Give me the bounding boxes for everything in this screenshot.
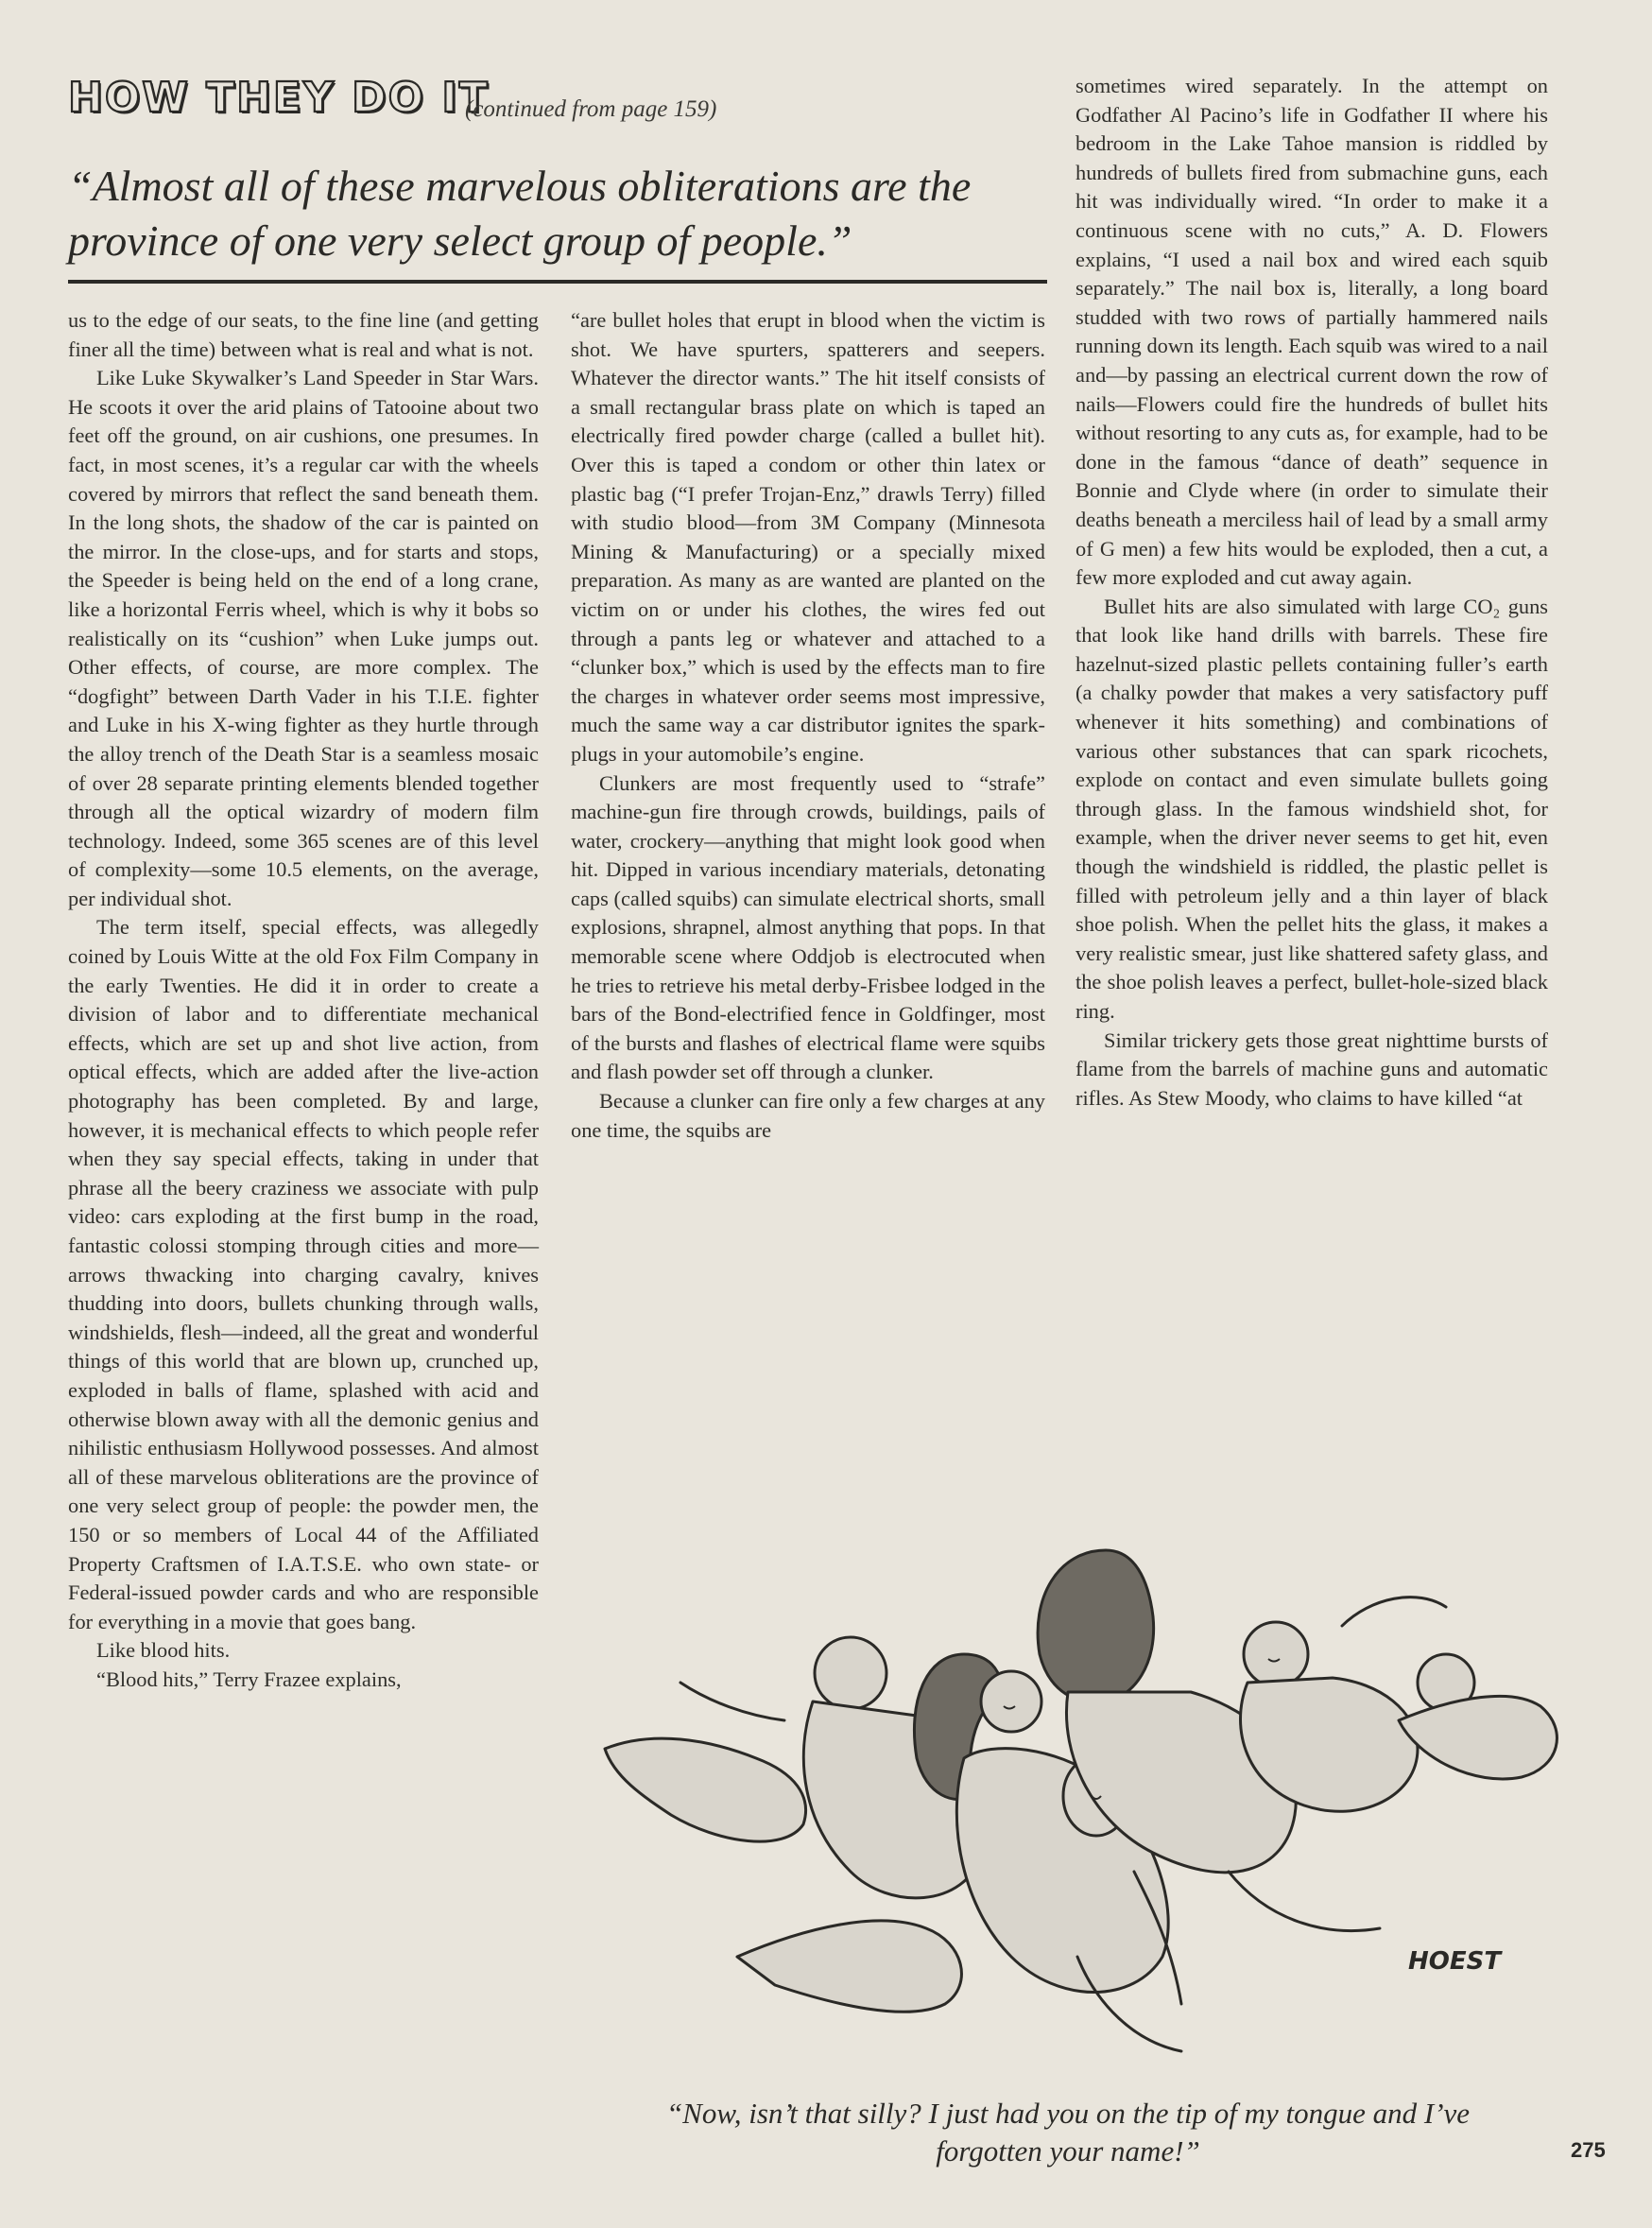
figure-arm bbox=[680, 1683, 784, 1720]
cartoon-drawing bbox=[567, 1512, 1588, 2080]
page-header bbox=[68, 74, 1043, 130]
paragraph: Clunkers are most frequently used to “strafe” machine-gun fire through crowds, buildings, pails of water, crockery—anything that might look good when hit. Dipped in various incendiary materials, detonating caps (called squibs) can simulate electrical shorts, small explosions, shrapnel, almost anything that pops. In that memorable scene where Oddjob is electrocuted when he tries to retrieve his metal derby-Frisbee lodged in the bars of the Bond-electrified fence in Goldfinger, most of the bursts and flashes of electrical flame were squibs and flash powder set off through a clunker. bbox=[571, 770, 1045, 1084]
text-column-3 bbox=[1076, 72, 1548, 1113]
figure-body bbox=[1399, 1696, 1557, 1779]
text-column-2 bbox=[571, 306, 1045, 1145]
paragraph: “are bullet holes that erupt in blood when the victim is shot. We have spurters, spatterers and seepers. Whatever the director wants.” The hit itself consists of a small rectangular brass plate on which is taped an electrically fired powder charge (called a bullet hit). Over this is taped a condom or other thin latex or plastic bag (“I prefer Trojan-Enz,” drawls Terry) filled with studio blood—from 3M Company (Minnesota Mining & Manufacturing) or a specially mixed preparation. As many as are wanted are planted on the victim on or under his clothes, the wires fed out through a pants leg or whatever and attached to a “clunker box,” which is used by the effects man to fire the charges in whatever order seems most impressive, much the same way a car distributor ignites the spark-plugs in your automobile’s engine. bbox=[571, 308, 1045, 766]
page-number: 275 bbox=[1571, 2138, 1606, 2162]
text-column-1 bbox=[68, 306, 539, 1695]
continued-note: (continued from page 159) bbox=[465, 96, 717, 122]
divider-rule bbox=[68, 280, 1047, 284]
paragraph: Bullet hits are also simulated with large CO₂ guns that look like hand drills with barrels. These fire hazelnut-sized plastic pellets containing fuller’s earth (a chalky powder that makes a very satisfactory puff whenever it hits something) and combinations of various other substances that can spark ricochets, explode on contact and even simulate bullets going through glass. In the famous windshield shot, for example, when the driver never seems to get hit, even though the windshield is riddled, the plastic pellet is filled with petroleum jelly and a thin layer of black shoe polish. When the pellet hits the glass, it makes a very realistic smear, just like shattered safety glass, and the shoe polish leaves a perfect, bullet-hole-sized black ring. bbox=[1076, 594, 1548, 1023]
paragraph: us to the edge of our seats, to the fine line (and getting finer all the time) between what is real and what is not. bbox=[68, 308, 539, 361]
paragraph: sometimes wired separately. In the attempt on Godfather Al Pacino’s life in Godfather II where his bedroom in the Lake Tahoe mansion is riddled by hundreds of bullets fired from submachine guns, each hit was individually wired. “In order to make it a continuous scene with no cuts,” A. D. Flowers explains, “I used a nail box and wired each squib separately.” The nail box is, literally, a long board studded with two rows of partially hammered nails running down its length. Each squib was wired to a nail and—by passing an electrical current down the row of nails—Flowers could fire the hundreds of bullet hits without resorting to any cuts as, for example, had to be done in the famous “dance of death” sequence in Bonnie and Clyde where (in order to simulate their deaths beneath a merciless hail of lead by a small army of G men) a few hits would be exploded, then a cut, a few more exploded and cut away again. bbox=[1076, 74, 1548, 590]
artist-signature: HOEST bbox=[1408, 1947, 1502, 1976]
figure-leg bbox=[1229, 1872, 1380, 1931]
figure-arm bbox=[1342, 1598, 1446, 1626]
section-title: HOW THEY DO IT bbox=[68, 74, 490, 122]
paragraph: Similar trickery gets those great nighttime bursts of flame from the barrels of machine guns and automatic rifles. As Stew Moody, who claims to have killed “at bbox=[1076, 1028, 1548, 1110]
paragraph: Because a clunker can fire only a few charges at any one time, the squibs are bbox=[571, 1089, 1045, 1142]
paragraph: The term itself, special effects, was allegedly coined by Louis Witte at the old Fox Film Company in the early Twenties. He did it in order to create a division of labor and to differentiate mechanical effects, which are set up and shot live action, from optical effects, which are added after the live-action photography has been completed. By and large, however, it is mechanical effects to which people refer when they say special effects, taking in under that phrase all the beery craziness we associate with pulp video: cars exploding at the first bump in the road, fantastic colossi stomping through cities and more—arrows thwacking into charging cavalry, knives thudding into doors, bullets chunking through walls, windshields, flesh—indeed, all the great and wonderful things of this world that are blown up, crunched up, exploded in balls of flame, splashed with acid and otherwise blown away with all the demonic genius and nihilistic enthusiasm Hollywood possesses. And almost all of these marvelous obliterations are the province of one very select group of people: the powder men, the 150 or so members of Local 44 of the Affiliated Property Craftsmen of I.A.T.S.E. who own state- or Federal-issued powder cards and who are responsible for everything in a movie that goes bang. bbox=[68, 915, 539, 1633]
figure-head bbox=[1244, 1622, 1308, 1686]
cartoon-illustration bbox=[567, 1512, 1588, 2080]
figure-head bbox=[815, 1637, 886, 1709]
paragraph: Like blood hits. bbox=[96, 1638, 231, 1663]
paragraph: “Blood hits,” Terry Frazee explains, bbox=[96, 1667, 402, 1691]
cartoon-caption: “Now, isn’t that silly? I just had you on the tip of my tongue and I’ve forgotten your name!” bbox=[665, 2097, 1471, 2168]
figure-head bbox=[981, 1671, 1041, 1732]
paragraph: Like Luke Skywalker’s Land Speeder in Star Wars. He scoots it over the arid plains of Tatooine about two feet off the ground, on air cushions, one presumes. In fact, in most scenes, it’s a regular car with the wheels covered by mirrors that reflect the sand beneath them. In the long shots, the shadow of the car is painted on the mirror. In the close-ups, and for starts and stops, the Speeder is being held on the end of a long crane, like a horizontal Ferris wheel, which is why it bobs so realistically on its “cushion” when Luke jumps out. Other effects, of course, are more complex. The “dogfight” between Darth Vader in his T.I.E. fighter and Luke in his X-wing fighter as they hurtle through the alloy trench of the Death Star is a seamless mosaic of over 28 separate printing elements blended together through all the optical wizardry of modern film technology. Indeed, some 365 scenes are of this level of complexity—some 10.5 elements, on the average, per individual shot. bbox=[68, 366, 539, 910]
figure-body bbox=[605, 1738, 806, 1841]
figure-leg bbox=[737, 1921, 961, 2012]
pull-quote: “Almost all of these marvelous obliterations are the province of one very select group of people.” bbox=[68, 162, 972, 265]
figure-hair bbox=[1038, 1550, 1154, 1702]
